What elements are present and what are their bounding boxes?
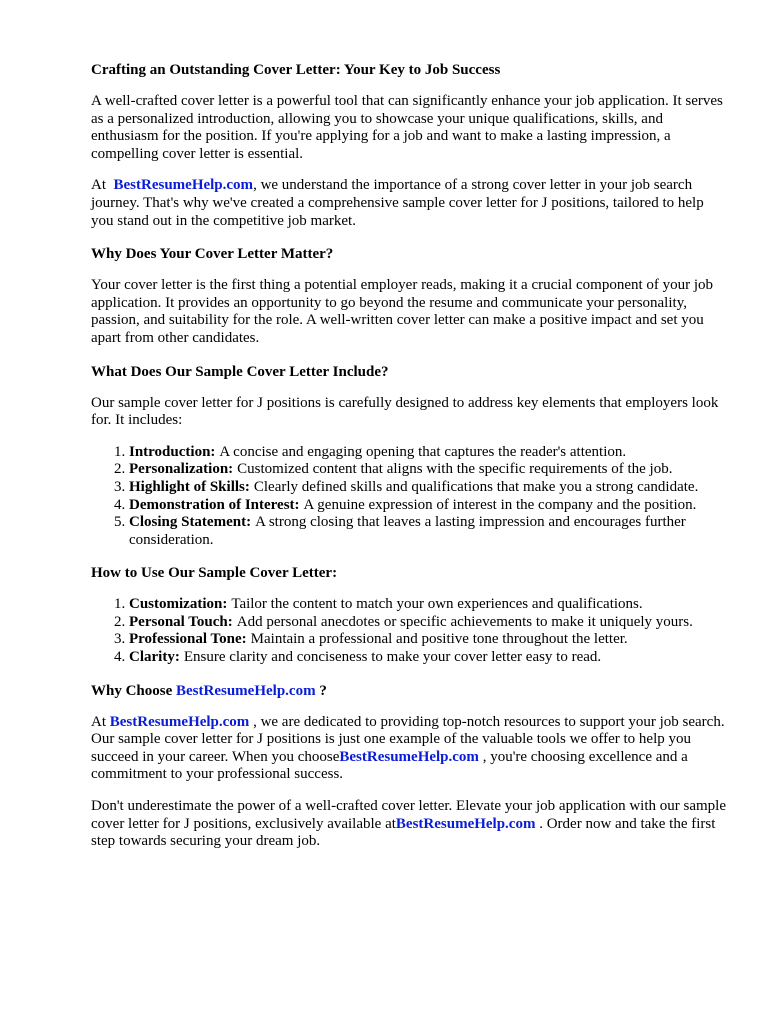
list-item-text: Tailor the content to match your own experiences and qualifications. [231, 596, 643, 613]
list-item-text: Clearly defined skills and qualifications that make you a strong candidate. [253, 478, 699, 495]
why-paragraph: Your cover letter is the first thing a potential employer reads, making it a crucial component of your job application. It provides an opportunity to go beyond the resume and communicate your personality, passion, and suitability for the role. A well-written cover letter can make a positive impact and set you apart from other candidates. [91, 277, 714, 346]
choose-heading [91, 681, 726, 701]
closing-pre: Don't underestimate the power of a well-crafted cover letter. Elevate your job application with our sample cover letter for J positions, exclusively available at [91, 798, 726, 832]
list-item-term: Personal Touch: [129, 613, 233, 630]
bestresumehelp-link[interactable]: BestResumeHelp.com [109, 713, 250, 730]
bestresumehelp-link[interactable]: BestResumeHelp.com [113, 177, 254, 194]
about-post: , we understand the importance of a strong cover letter in your job search journey. That's why we've created a comprehensive sample cover letter for J positions, tailored to help you stand out in the competitive job market. [91, 177, 704, 229]
list-item-text: Maintain a professional and positive tone throughout the letter. [250, 631, 628, 648]
about-paragraph [91, 177, 726, 230]
list-item-term: Highlight of Skills: [129, 478, 250, 495]
why-heading: Why Does Your Cover Letter Matter? [91, 246, 334, 263]
closing-paragraph [91, 798, 726, 851]
intro-paragraph: A well-crafted cover letter is a powerful tool that can significantly enhance your job application. It serves as a personalized introduction, allowing you to showcase your unique qualifications, skills, and enthusiasm for the position. If you're applying for a job and want to make a lasting impression, a compelling cover letter is essential. [91, 93, 723, 162]
closing-post: . Order now and take the first step towards securing your dream job. [91, 815, 716, 850]
bestresumehelp-heading-link[interactable]: BestResumeHelp.com [176, 682, 316, 699]
list-item [129, 514, 726, 549]
list-item-term: Closing Statement: [129, 514, 252, 531]
list-item-term: Demonstration of Interest: [129, 496, 300, 513]
list-item-term: Professional Tone: [129, 631, 247, 648]
include-list [91, 444, 726, 550]
use-heading: How to Use Our Sample Cover Letter: [91, 565, 338, 582]
choose-paragraph [91, 714, 726, 784]
choose-pre: At [91, 713, 106, 730]
list-item-term: Personalization: [129, 461, 234, 478]
choose-heading-post: ? [319, 682, 327, 699]
list-item-term: Introduction: [129, 443, 216, 460]
about-pre: At [91, 177, 106, 194]
list-item-text: Ensure clarity and conciseness to make your cover letter easy to read. [183, 649, 602, 666]
use-list [91, 596, 726, 666]
list-item [129, 596, 726, 614]
list-item-term: Customization: [129, 596, 228, 613]
document-body [91, 60, 726, 865]
list-item [129, 649, 726, 667]
choose-heading-pre: Why Choose [91, 682, 173, 699]
bestresumehelp-link[interactable]: BestResumeHelp.com [339, 748, 479, 765]
bestresumehelp-link[interactable]: BestResumeHelp.com [395, 815, 536, 832]
list-item [129, 497, 726, 515]
include-paragraph: Our sample cover letter for J positions is carefully designed to address key elements that employers look for. It includes: [91, 394, 719, 429]
list-item [129, 461, 726, 479]
list-item [129, 444, 726, 462]
list-item [129, 614, 726, 632]
document-title: Crafting an Outstanding Cover Letter: Your Key to Job Success [91, 62, 501, 78]
list-item-text: A genuine expression of interest in the company and the position. [303, 496, 697, 513]
list-item-text: A strong closing that leaves a lasting impression and encourages further consideration. [129, 514, 686, 548]
list-item-text: Customized content that aligns with the specific requirements of the job. [237, 461, 673, 478]
choose-mid: , we are dedicated to providing top-notch resources to support your job search. Our sample cover letter for J positions is just one example of the valuable tools we offer to help you succeed in your career. When you choose [91, 713, 725, 765]
list-item-term: Clarity: [129, 649, 180, 666]
list-item [129, 631, 726, 649]
list-item-text: A concise and engaging opening that captures the reader's attention. [219, 443, 627, 460]
include-heading: What Does Our Sample Cover Letter Include? [91, 363, 389, 380]
list-item [129, 479, 726, 497]
list-item-text: Add personal anecdotes or specific achievements to make it uniquely yours. [236, 613, 693, 630]
choose-post: , you're choosing excellence and a commitment to your professional success. [91, 748, 688, 783]
